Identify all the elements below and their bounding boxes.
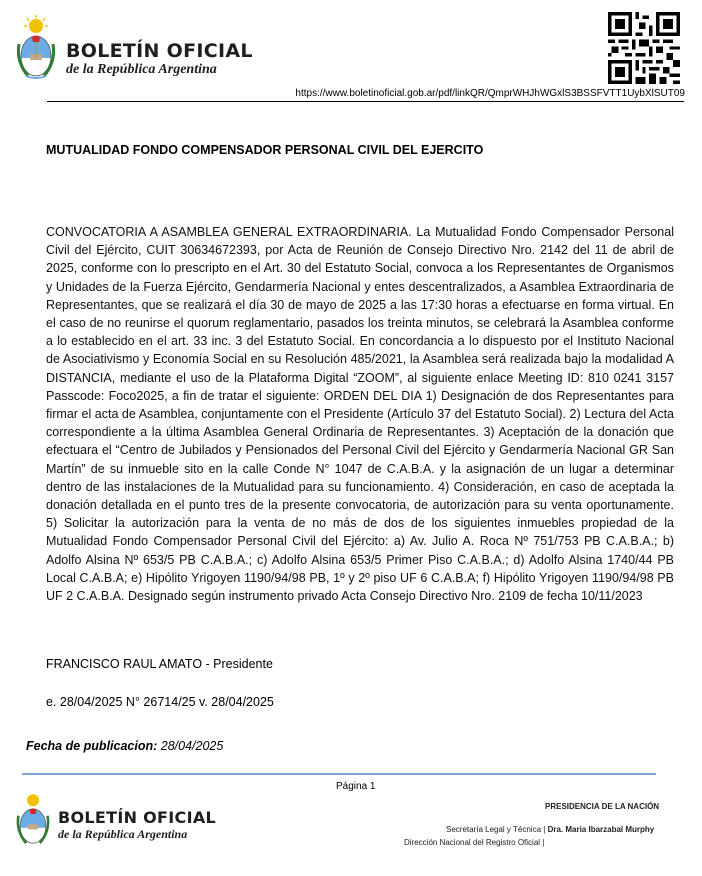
publication-date-label: Fecha de publicacion: [26, 739, 158, 753]
presidency-label: PRESIDENCIA DE LA NACIÓN [545, 802, 660, 811]
coat-of-arms-icon [14, 790, 52, 850]
publication-date-value: 28/04/2025 [160, 739, 224, 753]
footer-brand [58, 808, 216, 841]
header-brand [66, 40, 253, 78]
header-divider [47, 101, 684, 102]
secretaria-name: Dra. Maria Ibarzabal Murphy [547, 825, 655, 834]
publication-date-line [26, 739, 223, 753]
section-title: MUTUALIDAD FONDO COMPENSADOR PERSONAL CIVIL DEL EJERCITO [46, 143, 484, 157]
secretaria-label: Secretaría Legal y Técnica [446, 825, 542, 834]
secretaria-line: Secretaría Legal y Técnica | Dra. Maria Ibarzabal Murphy [446, 825, 655, 834]
qr-code-icon[interactable] [608, 12, 680, 84]
brand-title: BOLETÍN OFICIAL [66, 40, 253, 62]
footer-brand-title: BOLETÍN OFICIAL [58, 808, 217, 827]
direccion-line: Dirección Nacional del Registro Oficial | [404, 838, 545, 847]
footer-brand-subtitle: de la República Argentina [58, 827, 188, 841]
coat-of-arms-icon [14, 14, 58, 84]
notice-body: CONVOCATORIA A ASAMBLEA GENERAL EXTRAORDINARIA. La Mutualidad Fondo Compensador Personal Civil del Ejército, CUIT 30634672393, por Acta de Reunión de Consejo Directivo Nro. 2142 del 11 de abril de 2025, conforme con lo prescripto en el Art. 30 del Estatuto Social, convoca a los Representantes de Organismos y Unidades de la Fuerza Ejército, Gendarmería Nacional y entes descentralizados, a Asamblea Extraordinaria de Representantes, que se realizará el día 30 de mayo de 2025 a las 17:30 horas a efectuarse en forma virtual. En el caso de no reunirse el quorum reglamentario, pasados los treinta minutos, se celebrará la Asamblea conforme a lo establecido en el art. 33 inc. 3 del Estatuto Social. En concordancia a lo dispuesto por el Instituto Nacional de Asociativismo y Economía Social en su Resolución 485/2021, la Asamblea será realizada bajo la modalidad A DISTANCIA, mediante el uso de la Plataforma Digital “ZOOM”, al siguiente enlace Meeting ID: 810 0241 3157 Passcode: Foco2025, a fin de tratar el siguiente: ORDEN DEL DIA 1) Designación de dos Representantes para firmar el acta de Asamblea, conjuntamente con el Presidente (Artículo 37 del Estatuto Social). 2) Lectura del Acta correspondiente a la última Asamblea General Ordinaria de Representantes. 3) Aceptación de la donación que efectuara el “Centro de Jubilados y Pensionados del Personal Civil del Ejército y Gendarmería Nacional GR San Martín” de su inmueble sito en la calle Conde N° 1047 de C.A.B.A. y la asignación de un lugar a determinar dentro de las instalaciones de la Mutualidad para su funcionamiento. 4) Consideración, en caso de aceptada la donación detallada en el punto tres de la presente convocatoria, de autorización para su venta oportunamente. 5) Solicitar la autorización para la venta de no más de dos de los siguientes inmuebles propiedad de la Mutualidad Fondo Compensador Personal Civil del Ejército: a) Av. Julio A. Roca Nº 751/753 PB C.A.B.A.; b) Adolfo Alsina Nº 653/5 PB C.A.B.A.; c) Adolfo Alsina 653/5 Primer Piso C.A.B.A.; d) Adolfo Alsina 1740/44 PB Local C.A.B.A; e) Hipólito Yrigoyen 1190/94/98 PB, 1º y 2º piso UF 6 C.A.B.A; f) Hipólito Yrigoyen 1190/94/98 PB UF 2 C.A.B.A. Designado según instrumento privado Acta Consejo Directivo Nro. 2109 de fecha 10/11/2023 [46, 225, 674, 604]
page-number: Página 1 [336, 781, 376, 792]
direccion-label: Dirección Nacional del Registro Oficial [404, 838, 541, 847]
footer-divider [22, 773, 656, 775]
signature: FRANCISCO RAUL AMATO - Presidente [46, 657, 273, 671]
edict-reference: e. 28/04/2025 N° 26714/25 v. 28/04/2025 [46, 695, 274, 709]
document-url[interactable]: https://www.boletinoficial.gob.ar/pdf/linkQR/QmprWHJhWGxlS3BSSFVTT1UybXlSUT09 [295, 88, 685, 99]
brand-subtitle: de la República Argentina [66, 62, 217, 77]
